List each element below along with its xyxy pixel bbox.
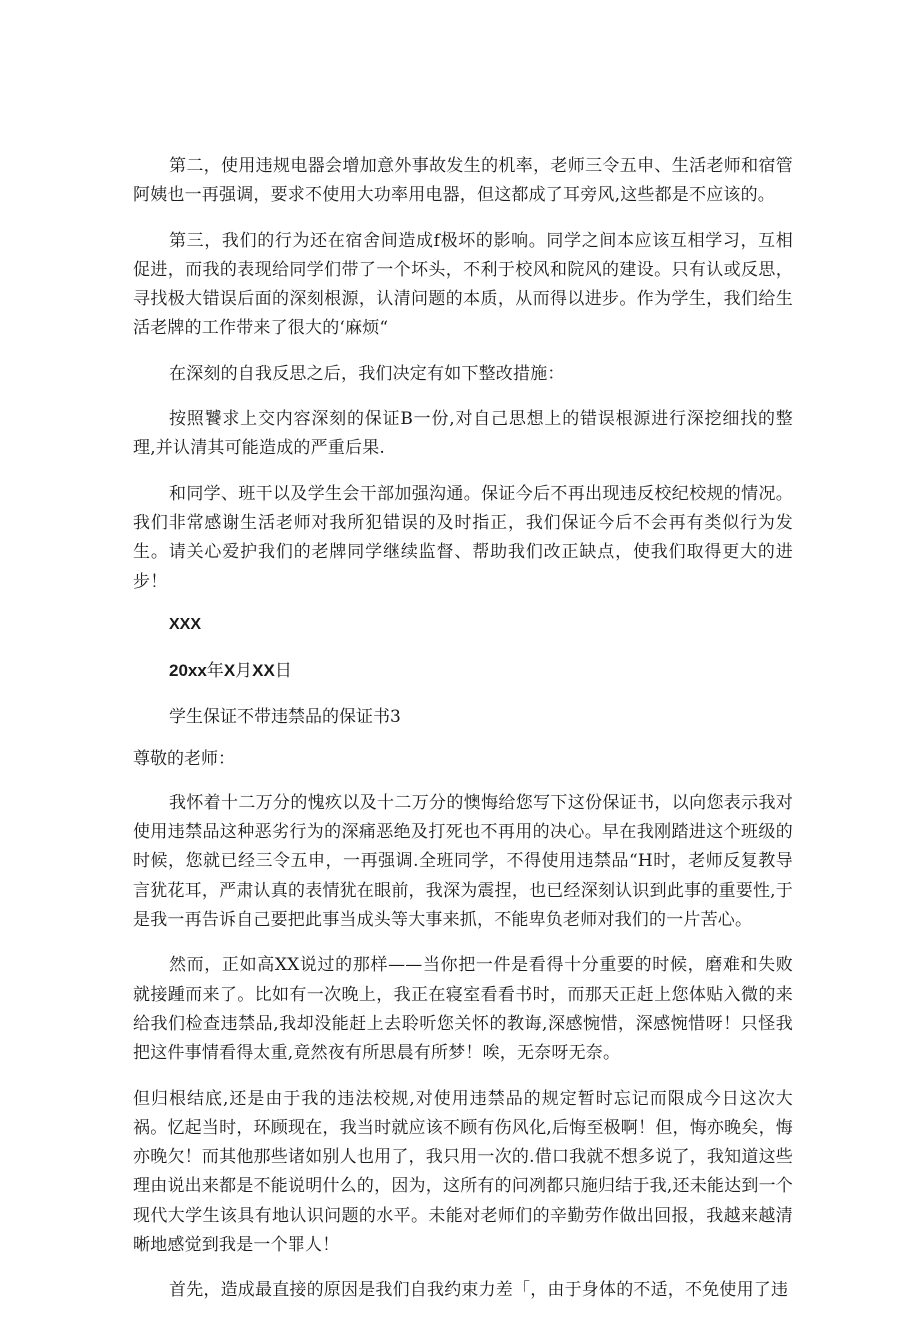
date-line (169, 659, 793, 683)
paragraph-second-point: 第二，使用违规电器会增加意外事故发生的机率，老师三令五申、生活老师和宿管阿姨也一再强调，要求不使用大功率用电器，但这都成了耳旁风,这些都是不应该的。 (133, 156, 793, 206)
paragraph-third-point: 第三，我们的行为还在宿舍间造成f极坏的影响。同学之间本应该互相学习，互相促进，而我的表现给同学们带了一个坏头，不利于校风和院风的建设。只有认或反思，寻找极大错误后面的深刻根源，认清问题的本质，从而得以进步。作为学生，我们给生活老牌的工作带来了很大的‘麻烦“ (133, 230, 793, 339)
date-month-unit: 月 (235, 660, 253, 681)
paragraph-measure-two: 和同学、班干以及学生会干部加强沟通。保证今后不再出现违反校纪校规的情况。我们非常感谢生活老师对我所犯错误的及时指正，我们保证今后不会再有类似行为发生。请关心爱护我们的老牌同学继续监督、帮助我们改正缺点，使我们取得更大的进步！ (133, 483, 793, 592)
paragraph-measure-one: 按照饕求上交内容深刻的保证B一份,对自己思想上的错误根源进行深挖细找的整理,并认清其可能造成的严重后果. (133, 409, 793, 459)
paragraph-however: 然而，正如高XX说过的那样——当你把一件是看得十分重要的时候，磨难和失败就接踵而来了。比如有一次晚上，我正在寝室看看书时，而那天正赶上您体贴入微的来给我们检查违禁品,我却没能赶上去聆听您关怀的教诲,深感惋惜，深感惋惜呀！只怪我把这件事情看得太重,竟然夜有所思晨有所梦！唉，无奈呀无奈。 (133, 955, 793, 1064)
document-page (133, 152, 793, 1322)
paragraph-root-cause: 但归根结底,还是由于我的违法校规,对使用违禁品的规定暂时忘记而限成今日这次大祸。忆起当时，环顾现在，我当时就应该不顾有伤风化,后悔至极啊！但，悔亦晚矣，悔亦晚欠！而其他那些诸如别人也用了，我只用一次的.借口我就不想多说了，我知道这些理由说出来都是不能说明什么的，因为，这所有的问冽都只施归结于我,还未能达到一个现代大学生该具有地认识问题的水平。未能对老师们的辛勤劳作做出回报，我越来越清晰地感觉到我是一个罪人！ (133, 1088, 793, 1256)
date-month: X (223, 660, 236, 680)
paragraph-apology: 我怀着十二万分的愧疚以及十二万分的懊悔给您写下这份保证书，以向您表示我对使用违禁品这种恶劣行为的深痛恶绝及打死也不再用的决心。早在我刚踏进这个班级的时候，您就已经三令五申，一再强调.全班同学，不得使用违禁品“H时，老师反复教导言犹花耳，严肃认真的表情犹在眼前，我深为震捏，也已经深刻认识到此事的重要性,于是我一再告诉自己要把此事当成头等大事来抓，不能卑负老师对我们的一片苦心。 (133, 792, 793, 931)
date-year: 20xx (169, 660, 207, 680)
section-title: 学生保证不带违禁品的保证书3 (169, 706, 401, 727)
date-day: XX (252, 660, 275, 680)
paragraph-reflection-intro: 在深刻的自我反思之后，我们决定有如下整改措施： (169, 363, 565, 384)
date-year-unit: 年 (206, 660, 224, 681)
salutation: 尊敬的老师： (133, 748, 235, 769)
date-day-unit: 日 (274, 660, 292, 681)
paragraph-first-reason: 首先，造成最直接的原因是我们自我约束力差「，由于身体的不适，不免使用了违 (169, 1280, 789, 1301)
signature: XXX (169, 615, 202, 633)
